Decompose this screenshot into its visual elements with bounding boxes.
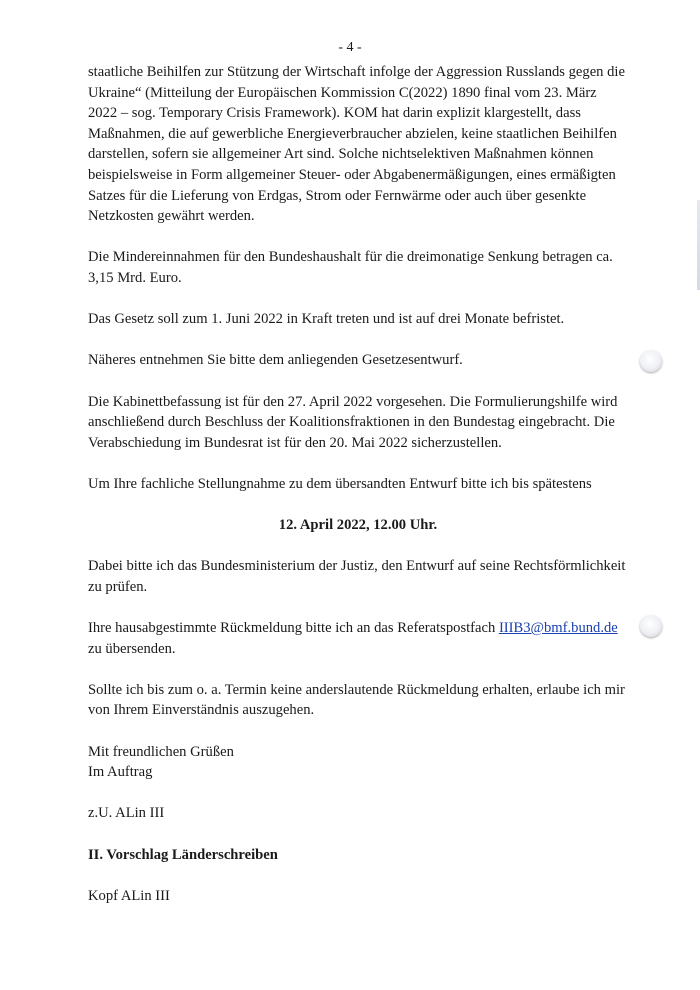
signature-line: z.U. ALin III: [88, 805, 165, 822]
section-heading: II. Vorschlag Länderschreiben: [88, 846, 278, 863]
reply-text-after: zu übersenden.: [88, 640, 176, 657]
letter-body: [88, 62, 628, 906]
closing-greeting: Mit freundlichen Grüßen: [88, 743, 234, 760]
punch-hole-bottom: [640, 615, 662, 637]
punch-hole-top: [640, 350, 662, 372]
paragraph-temporary-crisis-framework: staatliche Beihilfen zur Stützung der Wirtschaft infolge der Aggression Russlands gegen die Ukraine“ (Mitteilung der Europäischen Kommission C(2022) 1890 final vom 23. März 2022 – sog. Temporary Crisis Framework). KOM hat darin explizit klargestellt, dass Maßnahmen, die auf gewerbliche Energieverbraucher abzielen, keine staatlichen Beihilfen darstellen, sofern sie allgemeiner Art sind. Solche nichtselektiven Maßnahmen können beispielsweise in Form allgemeiner Steuer- oder Abgabenermäßigungen, eines ermäßigten Satzes für die Lieferung von Erdgas, Strom oder Fernwärme oder auch über gesenkte Netzkosten gewährt werden.: [88, 64, 625, 225]
page-number: - 4 -: [338, 40, 362, 55]
reply-text-before: Ihre hausabgestimmte Rückmeldung bitte ich an das Referatspostfach: [88, 620, 499, 637]
paragraph-draft-reference: Näheres entnehmen Sie bitte dem anliegenden Gesetzesentwurf.: [88, 352, 463, 369]
paragraph-revenue-loss: Die Mindereinnahmen für den Bundeshaushalt für die dreimonatige Senkung betragen ca. 3,15 Mrd. Euro.: [88, 249, 613, 286]
deadline-date: 12. April 2022, 12.00 Uhr.: [278, 517, 438, 534]
paragraph-justice-ministry: Dabei bitte ich das Bundesministerium der Justiz, den Entwurf auf seine Rechtsförmlichkeit zu prüfen.: [88, 558, 626, 595]
paragraph-reply-mailbox: [88, 618, 628, 659]
paragraph-statement-request: Um Ihre fachliche Stellungnahme zu dem übersandten Entwurf bitte ich bis spätestens: [88, 475, 592, 492]
paragraph-consent-notice: Sollte ich bis zum o. a. Termin keine anderslautende Rückmeldung erhalten, erlaube ich mir von Ihrem Einverständnis auszugehen.: [88, 681, 625, 719]
paragraph-effective-date: Das Gesetz soll zum 1. Juni 2022 in Kraft treten und ist auf drei Monate befristet.: [88, 311, 565, 328]
footer-line: Kopf ALin III: [88, 887, 170, 904]
closing-on-behalf: Im Auftrag: [88, 764, 153, 781]
paragraph-cabinet-schedule: Die Kabinettbefassung ist für den 27. April 2022 vorgesehen. Die Formulierungshilfe wird anschließend durch Beschluss der Koalitionsfraktionen in den Bundestag eingebracht. Die Verabschiedung im Bundesrat ist für den 20. Mai 2022 sicherzustellen.: [88, 393, 618, 451]
mailbox-email-link[interactable]: IIIB3@bmf.bund.de: [498, 620, 618, 637]
